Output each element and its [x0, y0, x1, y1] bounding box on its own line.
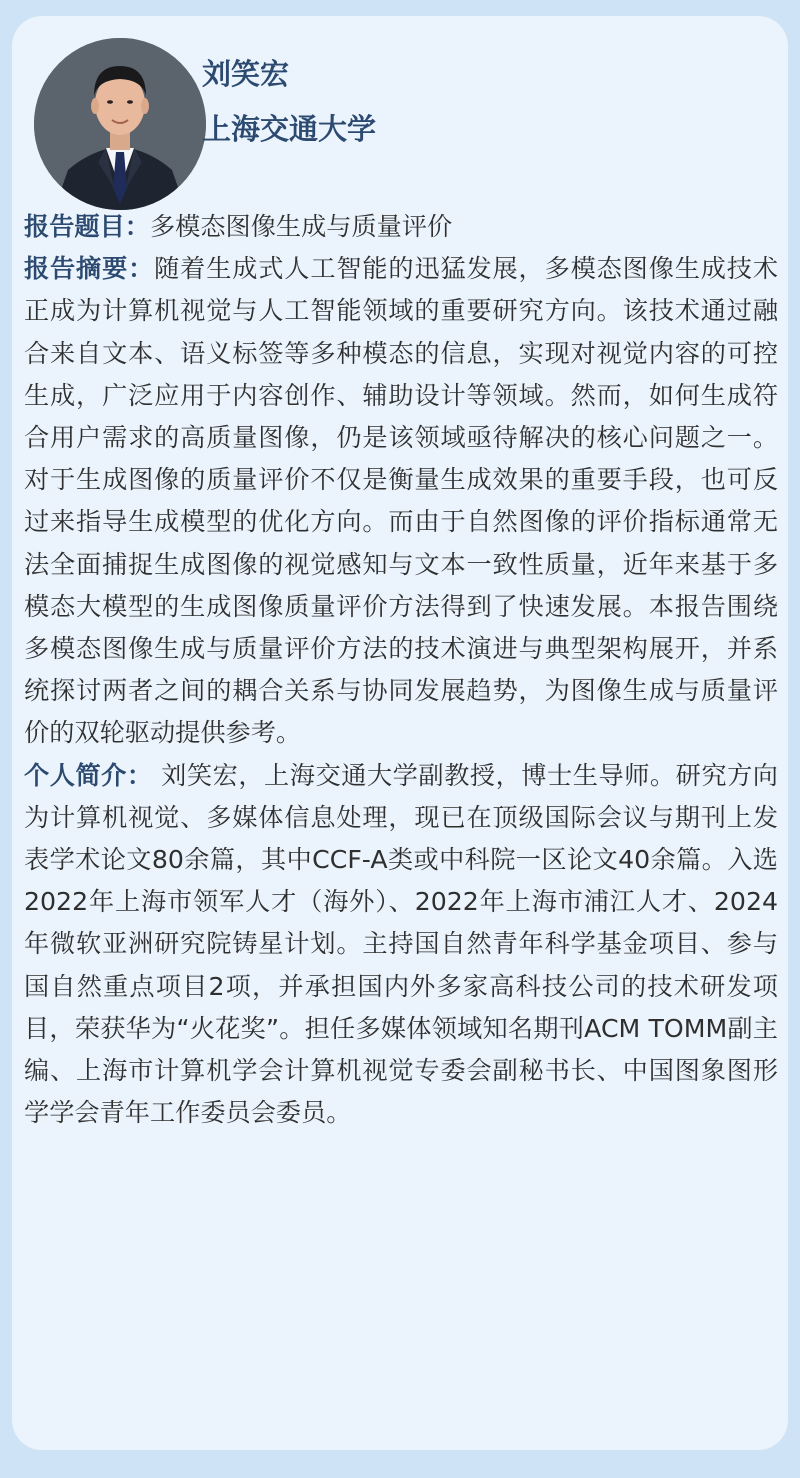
report-abstract-text: 随着生成式人工智能的迅猛发展，多模态图像生成技术正成为计算机视觉与人工智能领域的重要研究方向。该技术通过融合来自文本、语义标签等多种模态的信息，实现对视觉内容的可控生成，广泛应用于内容创作、辅助设计等领域。然而，如何生成符合用户需求的高质量图像，仍是该领域亟待解决的核心问题之一。对于生成图像的质量评价不仅是衡量生成效果的重要手段，也可反过来指导生成模型的优化方向。而由于自然图像的评价指标通常无法全面捕捉生成图像的视觉感知与文本一致性质量，近年来基于多模态大模型的生成图像质量评价方法得到了快速发展。本报告围绕多模态图像生成与质量评价方法的技术演进与典型架构展开，并系统探讨两者之间的耦合关系与协同发展趋势，为图像生成与质量评价的双轮驱动提供参考。: [24, 254, 779, 748]
speaker-name: 刘笑宏: [202, 57, 290, 91]
speaker-bio: [24, 755, 778, 1135]
speaker-bio-text: 刘笑宏，上海交通大学副教授，博士生导师。研究方向为计算机视觉、多媒体信息处理，现已在顶级国际会议与期刊上发表学术论文80余篇，其中CCF-A类或中科院一区论文40余篇。入选2022年上海市领军人才（海外）、2022年上海市浦江人才、2024年微软亚洲研究院铸星计划。主持国自然青年科学基金项目、参与国自然重点项目2项，并承担国内外多家高科技公司的技术研发项目，荣获华为“火花奖”。担任多媒体领域知名期刊ACM TOMM副主编、上海市计算机学会计算机视觉专委会副秘书长、中国图象图形学学会青年工作委员会委员。: [24, 760, 778, 1128]
report-title: [24, 206, 778, 248]
speaker-portrait: [34, 38, 206, 210]
speaker-bio-label: 个人简介：: [24, 760, 153, 790]
report-title-text: 多模态图像生成与质量评价: [149, 212, 453, 241]
report-abstract: [24, 248, 778, 754]
report-title-label: 报告题目：: [24, 212, 150, 241]
speaker-portrait-image: [34, 38, 206, 210]
report-abstract-label: 报告摘要：: [24, 254, 155, 284]
speaker-card: [12, 16, 788, 1450]
talk-details: [24, 206, 778, 1134]
speaker-affiliation: 上海交通大学: [202, 112, 377, 146]
